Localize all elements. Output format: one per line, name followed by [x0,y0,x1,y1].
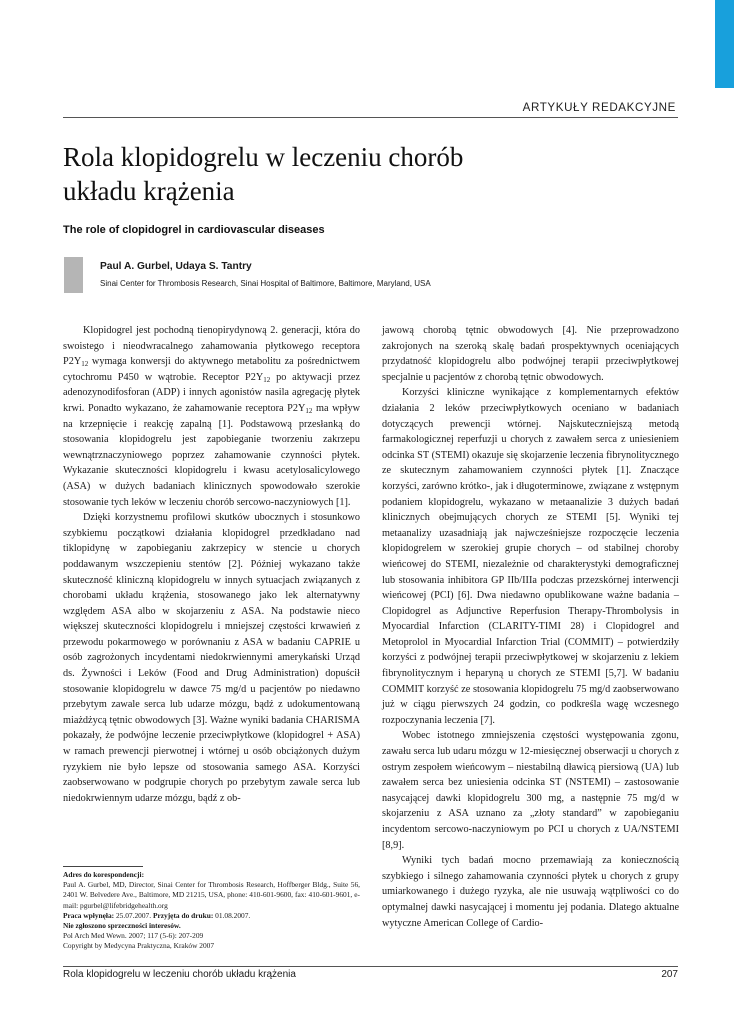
accent-bar [715,0,734,88]
subscript: 12 [263,375,271,384]
correspondence-rule [63,866,143,867]
title-line-1: Rola klopidogrelu w leczeniu chorób [63,142,464,172]
correspondence-heading: Adres do korespondencji: [63,870,145,879]
text-run: po aktywacji przez adenozynodifosforan (ADP) i innych agonistów nasila agregację płytek krwi. Ponadto wykazano, że zahamowanie receptora P2Y [63,371,360,414]
article-title [63,140,663,208]
correspondence-address: Paul A. Gurbel, MD, Director, Sinai Center for Thrombosis Research, Hoffberger Bldg., Suite 56, 2401 W. Belvedere Ave., Baltimore, MD 21215, USA, phone: 410-601-9600, fax: 410-601-9601, e-mail: pgurbel@lifebridgehealth.org [63,880,360,910]
title-line-2: układu krążenia [63,176,235,206]
conflict-statement: Nie zgłoszono sprzeczności interesów. [63,921,181,931]
header-rule [63,117,678,118]
text-run: ma wpływ na krzepnięcie i reakcję zapalną [1]. Podstawową przesłanką do stosowania klopidogrelu jest zapobieganie tworzeniu zakrzepu wewnątrznaczyniowego poprzez zahamowanie czynności płytek. Wykazanie skuteczności klopidogrelu i kwasu acetylosalicylowego (ASA) w dużych badaniach klinicznych spowodowało szerokie stosowanie tych leków w leczeniu chorób sercowo-naczyniowych [1]. [63,402,360,508]
text-run: Klopidogrel jest pochodną tienopirydynową 2. generacji, która do swoistego i nieodwracalnego zahamowania płytkowego receptora P2Y [63,325,360,368]
received-date: 25.07.2007. [114,910,153,920]
authors: Paul A. Gurbel, Udaya S. Tantry [100,261,252,272]
body-column-right [382,323,679,931]
accepted-label: Przyjęta do druku: [152,910,214,920]
accepted-date: 01.08.2007. [213,910,251,920]
dates-line [63,911,360,921]
citation: Pol Arch Med Wewn. 2007; 117 (5-6): 207-209 [63,931,204,941]
article-subtitle: The role of clopidogrel in cardiovascular diseases [63,224,325,236]
page-number: 207 [661,969,678,980]
paragraph: Wobec istotnego zmniejszenia częstości występowania zgonu, zawału serca lub udaru mózgu w 12-miesięcznej obserwacji u chorych z ostrym zespołem wieńcowym – niestabilną dławicą piersiową (UA) lub zawałem serca bez uniesienia odcinka ST (NSTEMI) – zastosowanie nasycającej dawki klopidogrelu 300 mg, a następnie 75 mg/d w skojarzeniu z ASA uznano za „złoty standard” w zapobieganiu incydentom sercowo-naczyniowym po PCI u chorych z UA/NSTEMI [8,9]. [382,730,679,851]
author-marker [64,257,83,293]
subscript: 12 [81,360,89,369]
body-column-left [63,323,360,806]
copyright: Copyright by Medycyna Praktyczna, Kraków 2007 [63,941,215,951]
received-label: Praca wpłynęła: [63,910,115,920]
section-label: ARTYKUŁY REDAKCYJNE [522,101,676,114]
paragraph [63,323,360,510]
paragraph: Dzięki korzystnemu profilowi skutków ubocznych i stosunkowo szybkiemu początkowi działania klopidogrel przedkładano nad tiklopidynę w zapobieganiu zakrzepicy w stencie u chorych poddawanym wszczepieniu stentów [2]. Później wykazano także skuteczność kliniczną klopidogrelu w innych sytuacjach związanych z chorobami układu krążenia, stosowanego jako lek alternatywny względem ASA albo w skojarzeniu z ASA. Na podstawie nieco większej skuteczności klopidogrelu i mniejszej częstości krwawień z przewodu pokarmowego w porównaniu z ASA w badaniu CAPRIE u osób zagrożonych incydentami niedokrwiennymi amerykański Urząd ds. Żywności i Leków (Food and Drug Administration) dopuścił stosowanie klopidogrelu w dawce 75 mg/d u pacjentów po niedawno przebytym zawale serca lub udarze mózgu, bądź z udokumentowaną miażdżycą tętnic obwodowych [3]. Ważne wyniki badania CHARISMA pokazały, że podwójne leczenie przeciwpłytkowe (klopidogrel + ASA) w ramach prewencji pierwotnej i wtórnej u osób obciążonych dużym ryzykiem nie było lepsze od stosowania samego ASA. Korzyści zaobserwowano w podgrupie chorych po przebytym zawale serca lub niedokrwiennym udarze mózgu, bądź z ob- [63,512,360,804]
subscript: 12 [305,406,313,415]
affiliation: Sinai Center for Thrombosis Research, Sinai Hospital of Baltimore, Baltimore, Maryland, USA [100,279,431,288]
correspondence-block [63,870,360,952]
footer-rule [63,966,678,967]
paragraph: Wyniki tych badań mocno przemawiają za koniecznością szybkiego i silnego zahamowania czynności płytek u chorych z grupy umiarkowanego i dużego ryzyka, ale nie usuwają wątpliwości co do optymalnej dawki nasycającej i momentu jej podania. Dlatego aktualne wytyczne American College of Cardio- [382,855,679,929]
paragraph: Korzyści kliniczne wynikające z komplementarnych efektów działania 2 leków przeciwpłytkowych oceniano w badaniach dotyczących prewencji wtórnej. Najskuteczniejszą metodą farmakologicznej reperfuzji u chorych z zawałem serca z uniesieniem odcinka ST (STEMI) okazuje się skojarzenie leczenia fibrynolitycznego ze skutecznym zahamowaniem czynności płytek [1]. Znaczące korzyści, zarówno krótko-, jak i długoterminowe, związane z wstępnym podaniem klopidogrelu, wykazano w metaanalizie 3 dużych badań klinicznych obejmujących chorych ze STEMI [5]. Wyniki tej metaanalizy uzasadniają jak najwcześniejsze rozpoczęcie leczenia klopidogrelem w szerokiej grupie chorych – od stabilnej choroby wieńcowej do STEMI, niezależnie od charakterystyki demograficznej lub stosowania inhibitora GP IIb/IIIa podczas przezskórnej interwencji wieńcowej (PCI) [6]. Dwa niedawno opublikowane ważne badania – Clopidogrel as Adjunctive Reperfusion Therapy-Thrombolysis in Myocardial Infarction (CLARITY-TIMI 28) i Clopidogrel and Metoprolol in Myocardial Infarction Trial (COMMIT) – potwierdziły korzyści z podwójnej terapii przeciwpłytkowej w skojarzeniu z lekiem fibrynolitycznym i heparyną u chorych ze STEMI [5,7]. W badaniu COMMIT korzyść ze stosowania klopidogrelu 75 mg/d zaobserwowano już w ciągu pierwszych 24 godzin, co podkreśla wagę wczesnego rozpoczynania leczenia [7]. [382,387,679,726]
text-run: wymaga konwersji do aktywnego metabolitu za pośrednictwem cytochromu P450 w wątrobie. Receptor P2Y [63,356,360,383]
running-title: Rola klopidogrelu w leczeniu chorób układu krążenia [63,969,296,980]
paragraph: jawową chorobą tętnic obwodowych [4]. Nie przeprowadzono zakrojonych na szeroką skalę badań prospektywnych oceniających przydatność klopidogrelu albo podwójnej terapii przeciwpłytkowej specjalnie u pacjentów z chorobą tętnic obwodowych. [382,325,679,383]
